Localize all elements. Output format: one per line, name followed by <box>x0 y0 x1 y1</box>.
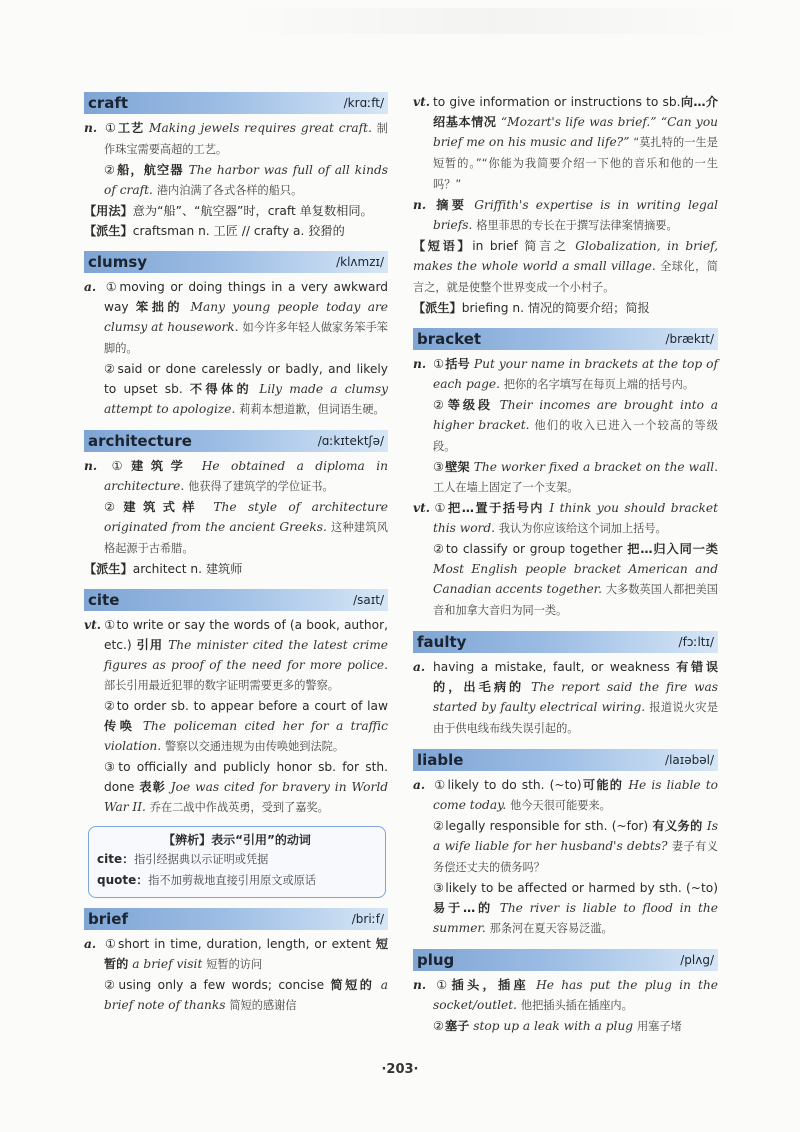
sense: n. ①插头，插座 He has put the plug in the socket/outlet. 他把插头插在插座内。 <box>413 978 718 1012</box>
sense: a. ①likely to do sth. (~to)可能的 He is liable to come today. 他今天很可能要来。 <box>413 778 718 812</box>
headword-bar <box>413 749 718 771</box>
entry-craft <box>84 92 388 241</box>
headword-bar <box>84 430 388 452</box>
entry-brief-continued <box>413 92 718 318</box>
sense: ②船，航空器 The harbor was full of all kinds of craft. 港内泊满了各式各样的船只。 <box>104 163 388 197</box>
headword: brief <box>88 910 128 928</box>
sense: a. having a mistake, fault, or weakness 有错误的，出毛病的 The report said the fire was started by faulty electrical wiring. 报道说火灾是由于供电线布线失误引起的。 <box>413 660 719 735</box>
headword: clumsy <box>88 253 148 271</box>
headword-bar <box>84 92 388 114</box>
note-line: cite：指引经据典以示证明或凭据 <box>97 852 269 866</box>
sense: vt. ①把…置于括号内 I think you should bracket this word. 我认为你应该给这个词加上括号。 <box>413 501 718 535</box>
headword: faulty <box>417 633 467 651</box>
sense: ②to classify or group together 把…归入同一类 Most English people bracket American and Canadian accents together. 大多数英国人都把美国音和加拿大音归为同一类。 <box>433 542 718 617</box>
headword-bar <box>84 589 388 611</box>
phonetic: /brækɪt/ <box>665 332 714 346</box>
headword: craft <box>88 94 129 112</box>
sense: ②to order sb. to appear before a court of law 传唤 The policeman cited her for a traffic violation. 警察以交通违规为由传唤她到法院。 <box>104 699 388 753</box>
sense: n. ①括号 Put your name in brackets at the top of each page. 把你的名字填写在每页上端的括号内。 <box>413 357 719 391</box>
sense: a. ①moving or doing things in a very awkward way 笨拙的 Many young people today are clumsy at housework. 如今许多年轻人做家务笨手笨脚的。 <box>84 280 389 355</box>
entry-faulty <box>413 631 718 739</box>
sense: ②using only a few words; concise 简短的 a brief note of thanks 简短的感谢信 <box>104 978 389 1012</box>
entry-architecture <box>84 430 388 579</box>
sense: ③likely to be affected or harmed by sth. (~to) 易于…的 The river is liable to flood in the summer. 那条河在夏天容易泛滥。 <box>433 881 718 935</box>
scan-smudge <box>230 8 750 34</box>
headword-bar <box>413 949 718 971</box>
usage-note: 【用法】意为“船”、“航空器”时，craft 单复数相同。 <box>84 204 373 218</box>
sense: n. 摘要 Griffith's expertise is in writing legal briefs. 格里菲思的专长在于撰写法律案情摘要。 <box>413 198 719 232</box>
phonetic: /krɑːft/ <box>343 96 384 110</box>
right-column <box>413 92 718 1047</box>
entry-bracket <box>413 328 718 621</box>
sense: ③壁架 The worker fixed a bracket on the wall. 工人在墙上固定了一个支架。 <box>433 460 719 494</box>
page-number: ·203· <box>381 1062 419 1077</box>
sense: ②建筑式样 The style of architecture originated from the ancient Greeks. 这种建筑风格起源于古希腊。 <box>104 500 389 555</box>
headword-bar <box>84 251 388 273</box>
sense: a. ①short in time, duration, length, or extent 短暂的 a brief visit 短暂的访问 <box>84 937 388 971</box>
phonetic: /saɪt/ <box>353 593 384 607</box>
phrase-note: 【短语】in brief 简言之 Globalization, in brief, makes the whole world a small village. 全球化，简言之，就是使整个世界变成一个小村子。 <box>413 239 719 294</box>
headword: architecture <box>88 432 192 450</box>
headword: cite <box>88 591 120 609</box>
headword: plug <box>417 951 455 969</box>
sense: ③to officially and publicly honor sb. for sth. done 表彰 Joe was cited for bravery in World War II. 乔在二战中作战英勇，受到了嘉奖。 <box>104 760 389 814</box>
phonetic: /klʌmzɪ/ <box>336 255 384 269</box>
sense: ②塞子 stop up a leak with a plug 用塞子堵 <box>433 1019 682 1033</box>
headword: liable <box>417 751 464 769</box>
phonetic: /briːf/ <box>351 912 384 926</box>
headword-bar <box>413 328 718 350</box>
sense: ②legally responsible for sth. (~for) 有义务的 Is a wife liable for her husband's debts? 妻子有义务偿还丈夫的债务吗？ <box>433 819 718 874</box>
left-column <box>84 92 388 1026</box>
phonetic: /plʌg/ <box>680 953 714 967</box>
derivatives: 【派生】craftsman n. 工匠 // crafty a. 狡猾的 <box>84 224 345 238</box>
derivatives: 【派生】architect n. 建筑师 <box>84 562 243 576</box>
sense: ②等级段 Their incomes are brought into a higher bracket. 他们的收入已进入一个较高的等级段。 <box>433 398 719 453</box>
note-title: 【辨析】表示“引用”的动词 <box>163 833 311 847</box>
phonetic: /laɪəbəl/ <box>665 753 714 767</box>
sense: ②said or done carelessly or badly, and likely to upset sb. 不得体的 Lily made a clumsy attempt to apologize. 莉莉本想道歉，但词语生硬。 <box>104 362 389 416</box>
sense: n. ①建筑学 He obtained a diploma in architecture. 他获得了建筑学的学位证书。 <box>84 459 389 493</box>
sense: n. ①工艺 Making jewels requires great craft. 制作珠宝需要高超的工艺。 <box>84 121 388 156</box>
phonetic: /ɑːkɪtektʃə/ <box>317 434 384 448</box>
entry-clumsy <box>84 251 388 420</box>
derivatives: 【派生】briefing n. 情况的简要介绍；简报 <box>413 301 650 315</box>
note-line: quote：指不加剪裁地直接引用原文或原话 <box>97 873 317 887</box>
sense: vt. to give information or instructions to sb.向…介绍基本情况 “Mozart's life was brief.” “Can you brief me on his music and life?” “莫扎特的一生是短暂的。”“你能为我简要介绍一下他的音乐和他的一生吗？” <box>413 95 719 191</box>
headword-bar <box>413 631 718 653</box>
entry-liable <box>413 749 718 939</box>
entry-cite <box>84 589 388 898</box>
discrimination-note-box <box>88 826 386 898</box>
phonetic: /fɔːltɪ/ <box>678 635 714 649</box>
headword: bracket <box>417 330 482 348</box>
entry-plug <box>413 949 718 1037</box>
sense: vt. ①to write or say the words of (a book, author, etc.) 引用 The minister cited the latest crime figures as proof of the need for more police. 部长引用最近犯罪的数字证明需要更多的警察。 <box>84 618 389 692</box>
entry-brief <box>84 908 388 1016</box>
headword-bar <box>84 908 388 930</box>
